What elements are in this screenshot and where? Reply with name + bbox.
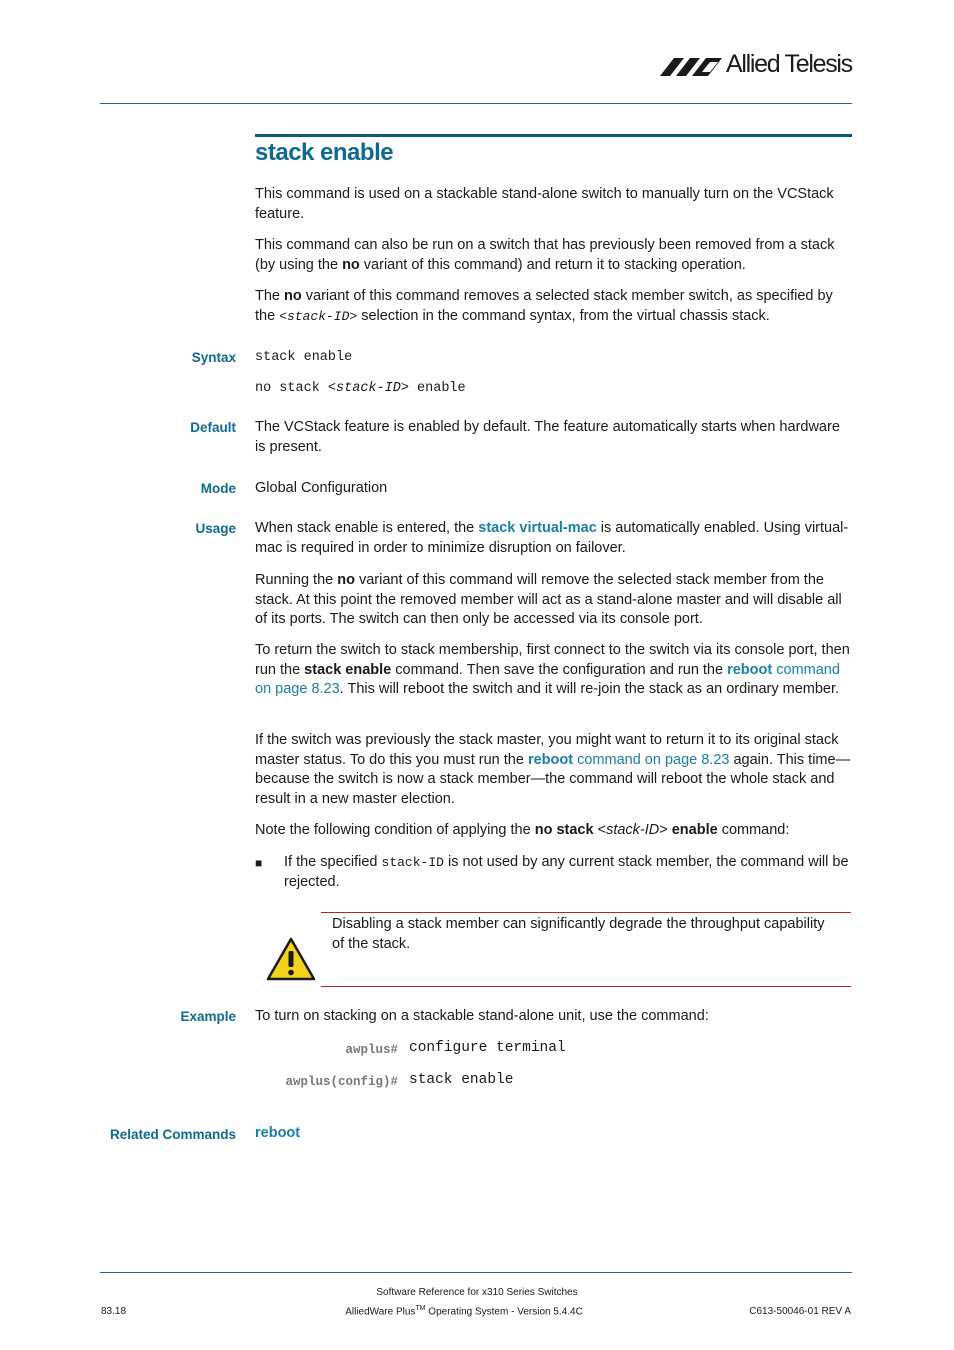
footer-title: Software Reference for x310 Series Switches xyxy=(376,1287,578,1298)
usage-u3c: command. Then save the configuration and run the xyxy=(391,661,728,678)
usage-u1a: When stack enable is entered, the xyxy=(255,520,479,536)
usage-u5-enable: enable xyxy=(671,822,718,838)
warning-triangle-icon xyxy=(266,937,316,981)
intro-p3-stack-id: <stack-ID> xyxy=(279,308,358,324)
document-id: C613-50046-01 REV A xyxy=(749,1306,851,1317)
warning-text: Disabling a stack member can significantly degrade the throughput capability of the stack. xyxy=(332,916,825,952)
intro-p2a: This command can also be run on a switch that has previously been removed from a stack (by using the xyxy=(255,237,835,273)
usage-u4d: again. This time—because the switch is now a stack member—the command will reboot the whole stack and result in a new master election. xyxy=(255,751,851,807)
intro-paragraph-2 xyxy=(255,236,852,275)
example-prompt-2: awplus(config)# xyxy=(285,1075,398,1089)
logo-text: Allied Telesis xyxy=(726,50,852,78)
usage-paragraph-2 xyxy=(255,571,852,630)
page-number: 83.18 xyxy=(101,1306,127,1317)
warning-top-rule xyxy=(321,912,851,913)
intro-paragraph-1 xyxy=(255,185,852,224)
mode-text: Global Configuration xyxy=(255,480,388,496)
usage-u3a: To return the switch to stack membership, first connect to the switch via its console port, then run the xyxy=(255,642,850,678)
bullet-item xyxy=(284,853,852,892)
footer-rule xyxy=(100,1272,852,1273)
usage-u2c: variant of this command will remove the selected stack member from the stack. At this point the removed member will act as a stand-alone master and will disable all of its ports. The switch can then only be accessed via its console port. xyxy=(255,572,842,627)
reboot-link-2-bold: reboot xyxy=(527,751,574,768)
usage-label: Usage xyxy=(195,521,236,536)
intro-p1-text: This command is used on a stackable stand-alone switch to manually turn on the VCStack feature. xyxy=(255,186,834,222)
example-command-2: stack enable xyxy=(409,1072,514,1088)
intro-paragraph-3 xyxy=(255,287,852,326)
intro-p3a: The xyxy=(255,288,285,304)
usage-u4a: If the switch was previously the stack master, you might want to return it to its original stack master status. To do this you must run the xyxy=(255,732,839,768)
syntax-label: Syntax xyxy=(191,350,236,365)
intro-p3e: selection in the command syntax, from the virtual chassis stack. xyxy=(357,307,770,324)
syntax-line-2c: > enable xyxy=(400,381,466,396)
page-title: stack enable xyxy=(255,139,394,166)
footer-tm: TM xyxy=(415,1305,426,1312)
usage-paragraph-4 xyxy=(255,731,852,809)
example-label: Example xyxy=(180,1009,236,1024)
reboot-link-2[interactable] xyxy=(528,752,730,768)
syntax-line-1: stack enable xyxy=(255,350,353,365)
reboot-link-2-page: command on page 8.23 xyxy=(573,751,730,768)
default-label: Default xyxy=(190,420,236,435)
bullet-stack-id: stack-ID xyxy=(381,855,444,870)
intro-p3-no: no xyxy=(284,288,302,304)
bullet-a: If the specified xyxy=(284,854,382,870)
usage-u1c: is automatically enabled. Using virtual-mac is required in order to minimize disruption on failover. xyxy=(255,520,849,556)
usage-u3f: . This will reboot the switch and it will re-join the stack as an ordinary member. xyxy=(339,681,840,697)
footer-os-version: Operating System - Version 5.4.4C xyxy=(425,1306,583,1318)
reboot-link-1-bold: reboot xyxy=(727,661,773,678)
syntax-line-2 xyxy=(255,381,466,396)
usage-paragraph-1 xyxy=(255,519,852,558)
default-text: The VCStack feature is enabled by default. The feature automatically starts when hardware is present. xyxy=(255,419,840,455)
header-rule xyxy=(100,103,852,104)
usage-paragraph-5 xyxy=(255,821,852,841)
title-rule xyxy=(255,134,852,137)
bullet-marker: ■ xyxy=(255,856,263,870)
example-intro: To turn on stacking on a stackable stand-alone unit, use the command: xyxy=(255,1008,709,1024)
related-reboot-link[interactable]: reboot xyxy=(255,1125,301,1141)
intro-p3c: variant of this command removes a selected stack member switch, as specified by the xyxy=(255,288,833,324)
example-prompt-1: awplus# xyxy=(345,1043,398,1057)
warning-bottom-rule xyxy=(321,986,851,987)
intro-p2-no: no xyxy=(342,256,360,273)
usage-u5a: Note the following condition of applying the xyxy=(255,822,535,838)
usage-u5e: > xyxy=(659,822,672,838)
usage-u2a: Running the xyxy=(255,572,338,588)
bullet-c: is not used by any current stack member, the command will be rejected. xyxy=(284,854,849,890)
usage-u5-no-stack: no stack xyxy=(534,822,594,838)
mode-label: Mode xyxy=(200,481,236,496)
usage-paragraph-3 xyxy=(255,641,852,700)
usage-u2-no: no xyxy=(337,572,355,588)
allied-telesis-logo-mark-icon xyxy=(660,54,726,80)
usage-u5c: < xyxy=(593,822,607,838)
footer-product: AlliedWare Plus xyxy=(345,1306,416,1318)
reboot-link-1-page: command on page 8.23 xyxy=(255,661,840,697)
example-command-1: configure terminal xyxy=(409,1040,566,1056)
intro-p2c: variant of this command) and return it to stacking operation. xyxy=(359,256,746,273)
usage-u3-stack-enable: stack enable xyxy=(304,661,392,678)
stack-virtual-mac-link[interactable]: stack virtual-mac xyxy=(478,520,597,536)
syntax-stack-id: stack-ID xyxy=(336,381,401,396)
usage-u5-stack-id: stack-ID xyxy=(606,822,660,838)
allied-telesis-logo xyxy=(660,50,855,82)
syntax-line-2a: no stack < xyxy=(255,381,337,396)
related-commands-label: Related Commands xyxy=(109,1127,236,1142)
usage-u5g: command: xyxy=(717,822,790,838)
